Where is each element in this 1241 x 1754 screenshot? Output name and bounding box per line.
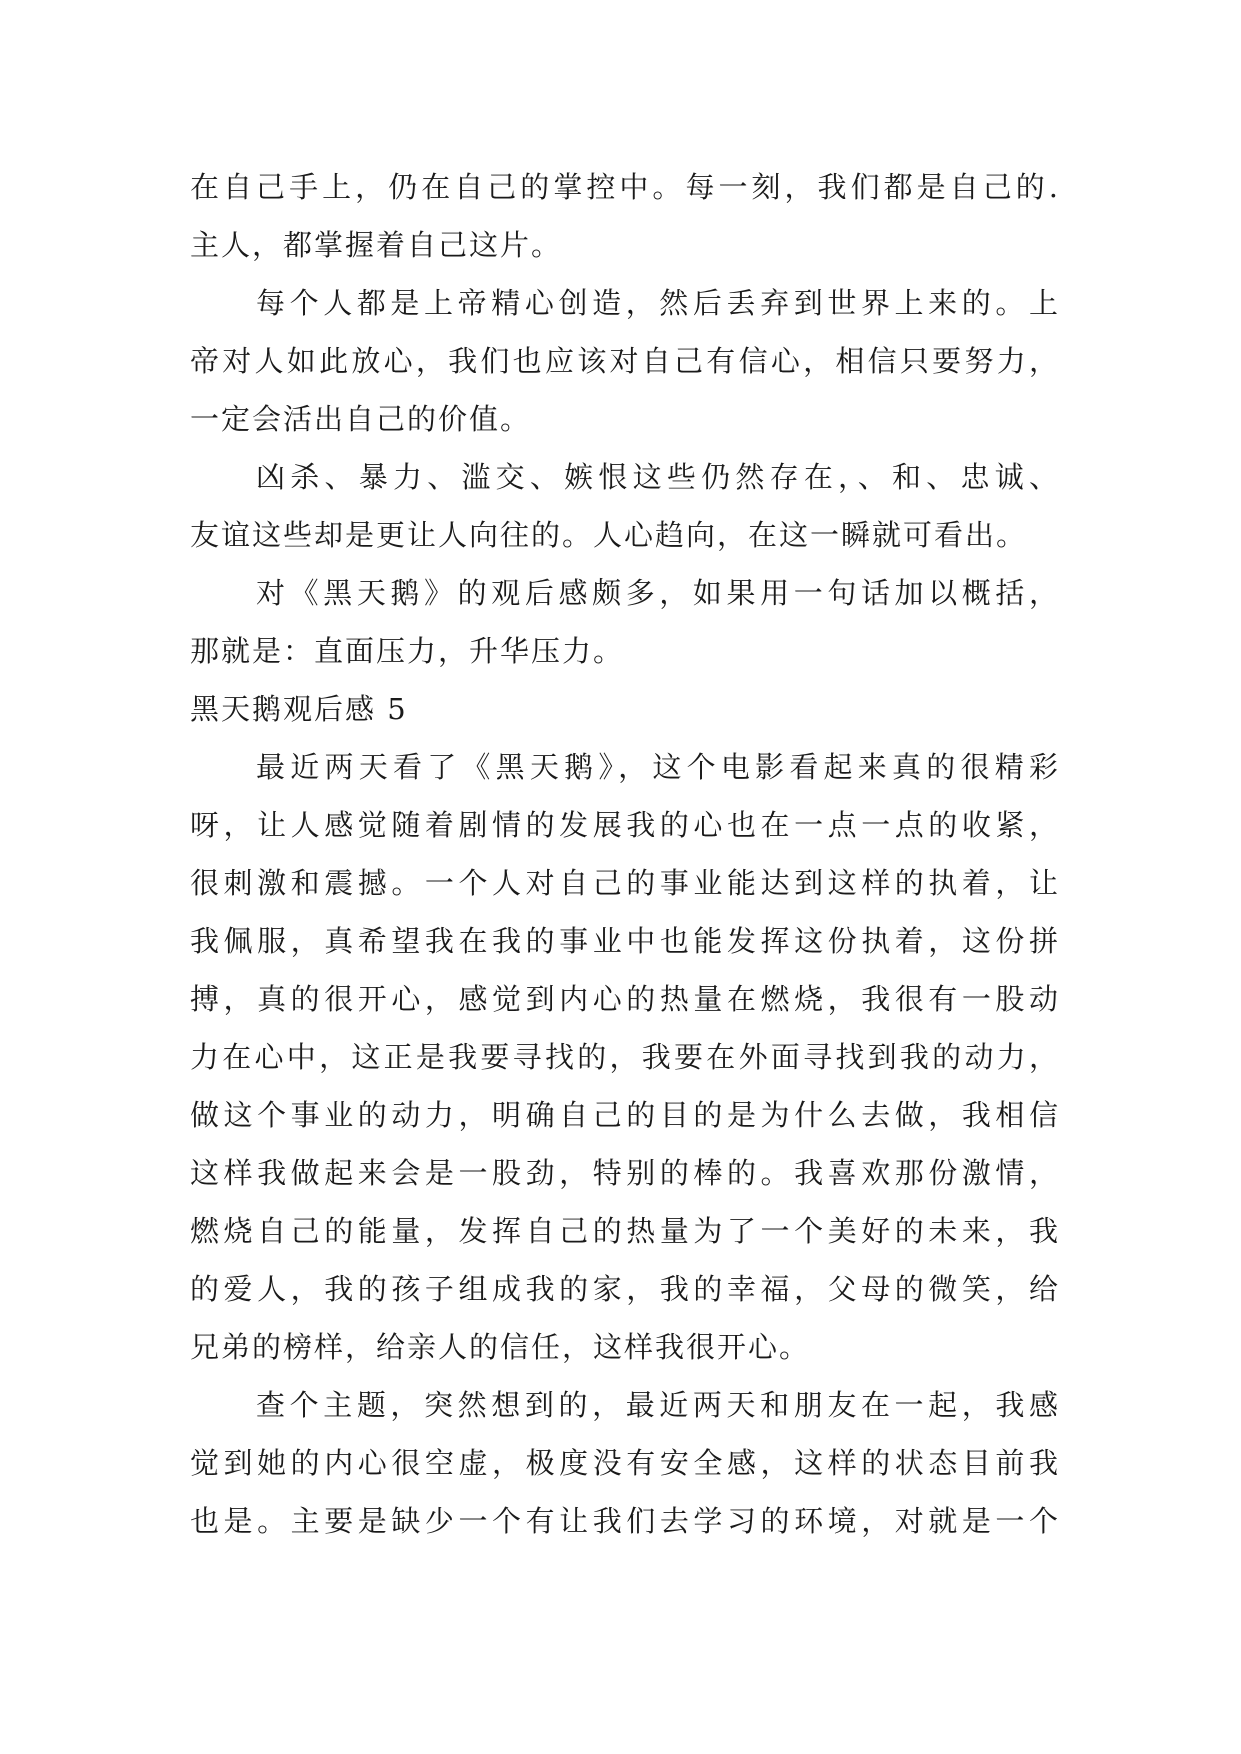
text-line: 觉到她的内心很空虚，极度没有安全感，这样的状态目前我: [190, 1446, 1060, 1480]
section-heading: 黑天鹅观后感 5: [190, 692, 408, 726]
text-line: 每个人都是上帝精心创造，然后丢弃到世界上来的。上: [256, 286, 1060, 320]
body-text: [190, 158, 1060, 1550]
text-line: 兄弟的榜样，给亲人的信任，这样我很开心。: [190, 1330, 811, 1364]
text-line: 查个主题，突然想到的，最近两天和朋友在一起，我感: [256, 1388, 1060, 1422]
text-line: 在自己手上，仍在自己的掌控中。每一刻，我们都是自己的.: [190, 170, 1060, 204]
text-line: 我佩服，真希望我在我的事业中也能发挥这份执着，这份拼: [190, 924, 1060, 958]
text-line: 这样我做起来会是一股劲，特别的棒的。我喜欢那份激情，: [190, 1156, 1060, 1190]
text-line: 燃烧自己的能量，发挥自己的热量为了一个美好的未来，我: [190, 1214, 1060, 1248]
text-line: 呀，让人感觉随着剧情的发展我的心也在一点一点的收紧，: [190, 808, 1060, 842]
text-line: 那就是：直面压力，升华压力。: [190, 634, 625, 668]
text-line: 的爱人，我的孩子组成我的家，我的幸福，父母的微笑，给: [190, 1272, 1060, 1306]
text-line: 力在心中，这正是我要寻找的，我要在外面寻找到我的动力，: [190, 1040, 1060, 1074]
text-line: 友谊这些却是更让人向往的。人心趋向，在这一瞬就可看出。: [190, 518, 1028, 552]
text-line: 做这个事业的动力，明确自己的目的是为什么去做，我相信: [190, 1098, 1060, 1132]
text-line: 主人，都掌握着自己这片。: [190, 228, 563, 262]
text-line: 很刺激和震撼。一个人对自己的事业能达到这样的执着，让: [190, 866, 1060, 900]
text-line: 也是。主要是缺少一个有让我们去学习的环境，对就是一个: [190, 1504, 1060, 1538]
text-line: 帝对人如此放心，我们也应该对自己有信心，相信只要努力，: [190, 344, 1060, 378]
text-line: 搏，真的很开心，感觉到内心的热量在燃烧，我很有一股动: [190, 982, 1060, 1016]
text-line: 最近两天看了《黑天鹅》，这个电影看起来真的很精彩: [256, 750, 1060, 784]
text-line: 对《黑天鹅》的观后感颇多，如果用一句话加以概括，: [256, 576, 1060, 610]
text-line: 凶杀、暴力、滥交、嫉恨这些仍然存在，、和、忠诚、: [256, 460, 1060, 494]
text-line: 一定会活出自己的价值。: [190, 402, 532, 436]
